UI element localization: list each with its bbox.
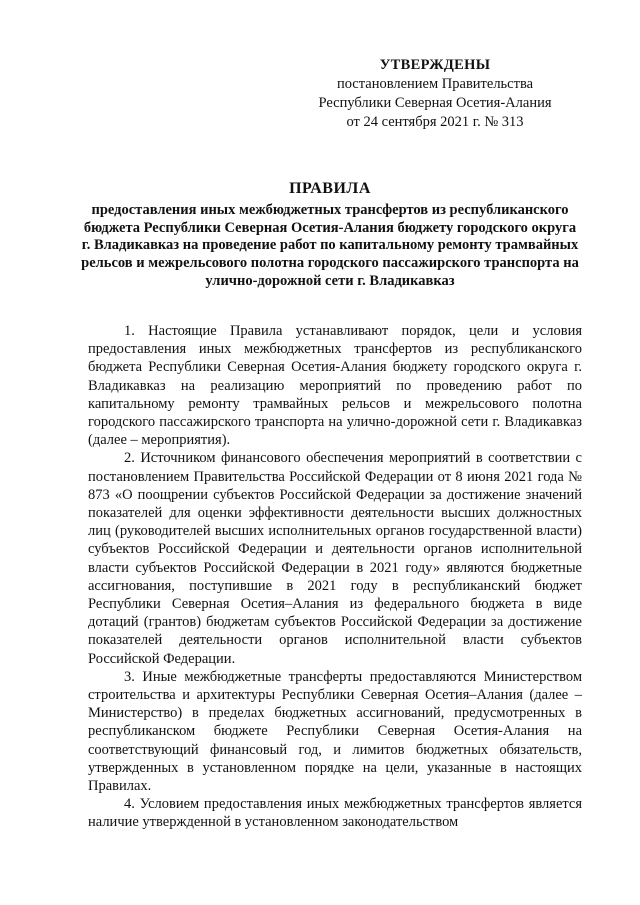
title-main: ПРАВИЛА [289, 180, 371, 197]
paragraph-3: 3. Иные межбюджетные трансферты предоставляются Министерством строительства и архитектуры Республики Северная Осетия–Алания (далее – Министерство) в пределах бюджетных ассигнований, предусмотренных в республиканском бюджете Республики Северная Осетия-Алания на соответствующий финансовый год, и лимитов бюджетных обязательств, утвержденных в установленном порядке на цели, указанные в настоящих Правилах. [88, 668, 582, 795]
paragraph-4: 4. Условием предоставления иных межбюджетных трансфертов является наличие утвержденной в установленном законодательством [88, 796, 582, 831]
approval-line-1: постановлением Правительства [336, 76, 534, 92]
approval-line-2: Республики Северная Осетия-Алания [318, 95, 552, 111]
title-subtitle: предоставления иных межбюджетных трансфертов из республиканского бюджета Республики Северная Осетия-Алания бюджету городского округа г. Владикавказ на проведение работ по капитальному ремонту трамвайных рельсов и межрельсового полотна городского пассажирского транспорта на улично-дорожной сети г. Владикавказ [81, 201, 579, 289]
document-title [80, 180, 580, 291]
document-body [88, 322, 582, 832]
paragraph-1: 1. Настоящие Правила устанавливают порядок, цели и условия предоставления иных межбюджетных трансфертов из республиканского бюджета Республики Северная Осетия-Алания бюджету городского округа г. Владикавказ на реализацию мероприятий по проведению работ по капитальному ремонту трамвайных рельсов и межрельсового полотна городского пассажирского транспорта на улично-дорожной сети г. Владикавказ (далее – мероприятия). [88, 323, 582, 449]
approval-block [300, 56, 570, 132]
paragraph-2: 2. Источником финансового обеспечения мероприятий в соответствии с постановлением Правительства Российской Федерации от 8 июня 2021 года № 873 «О поощрении субъектов Российской Федерации за достижение значений показателей для оценки эффективности деятельности высших должностных лиц (руководителей высших исполнительных органов государственной власти) субъектов Российской Федерации и деятельности органов исполнительной власти субъектов Российской Федерации в 2021 году» являются бюджетные ассигнования, поступившие в 2021 году в республиканский бюджет Республики Северная Осетия–Алания из федерального бюджета в виде дотаций (грантов) бюджетам субъектов Российской Федерации за достижение показателей деятельности органов исполнительной власти субъектов Российской Федерации. [88, 450, 582, 667]
approval-line-3: от 24 сентября 2021 г. № 313 [346, 114, 524, 130]
approval-heading: УТВЕРЖДЕНЫ [379, 57, 491, 73]
